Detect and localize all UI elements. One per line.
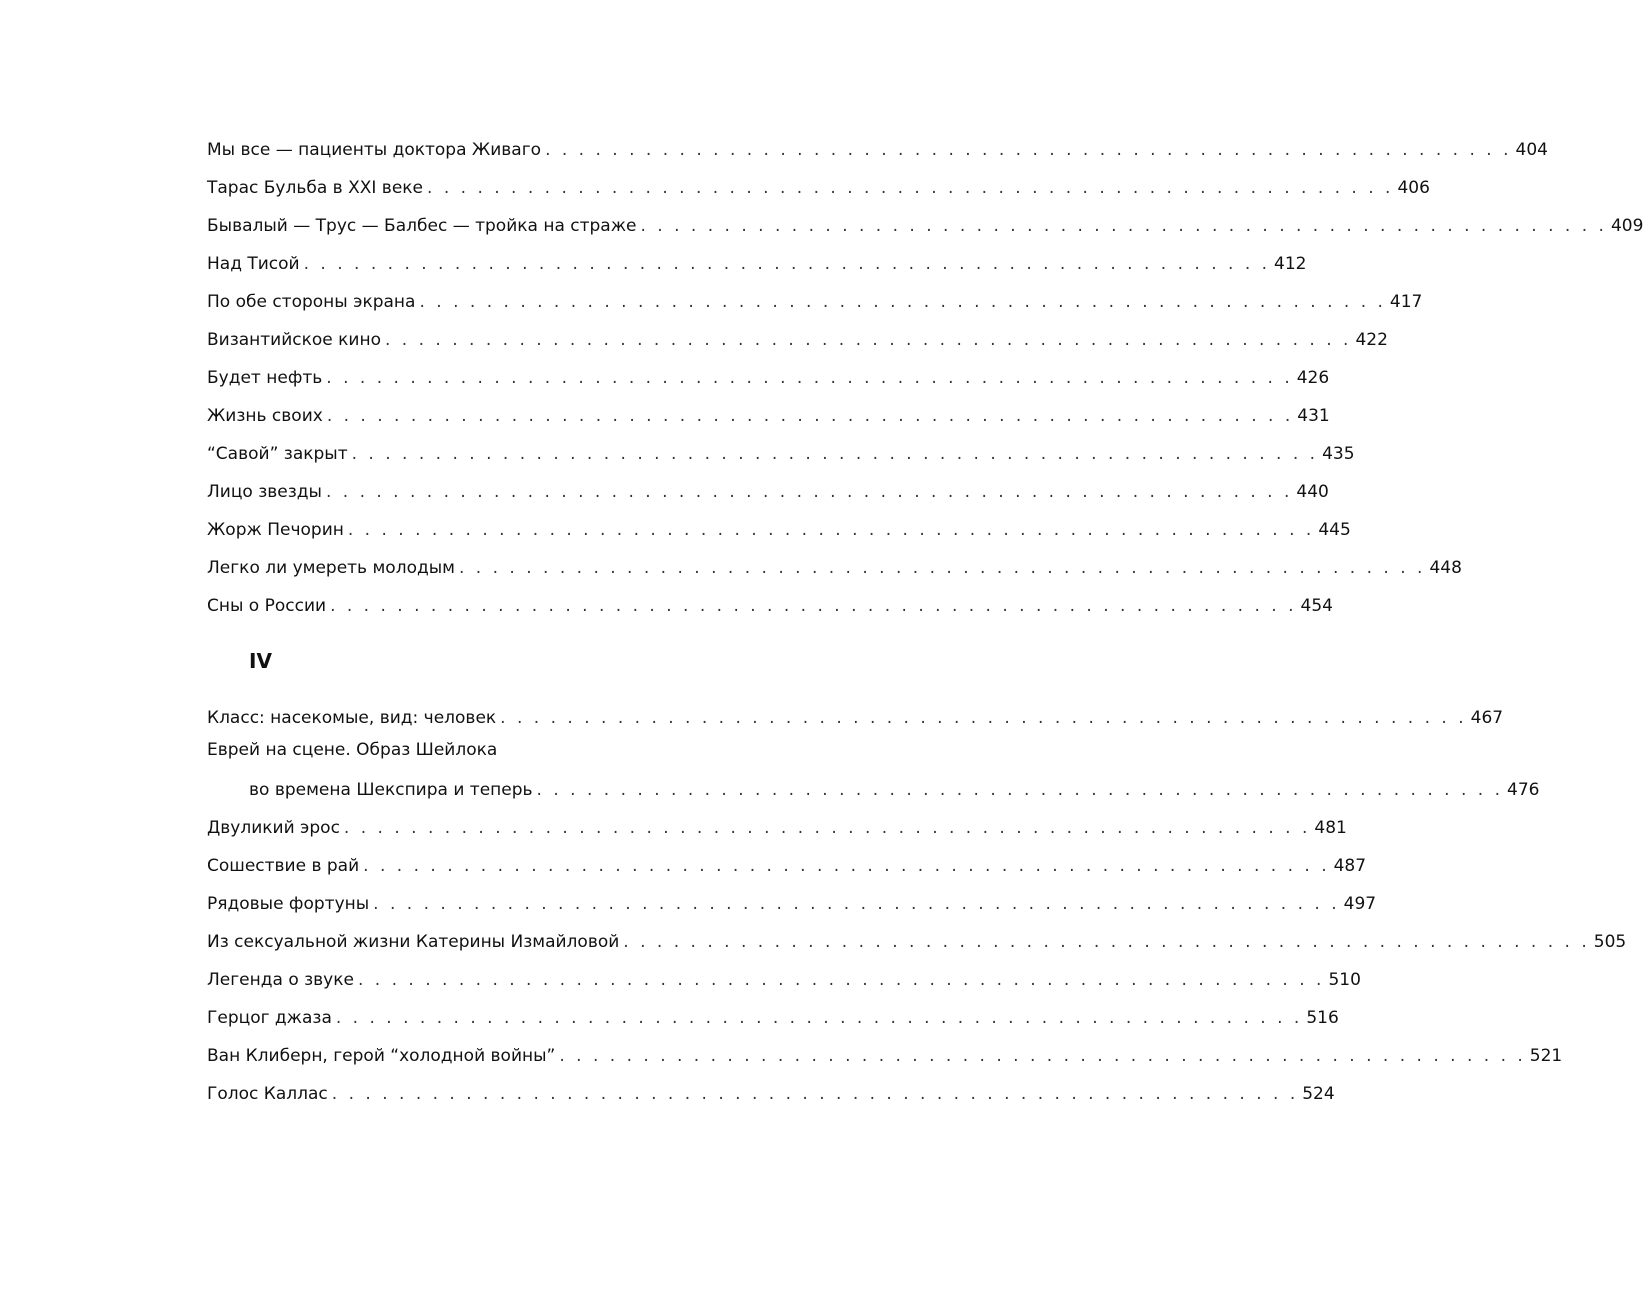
dot-leader: . . . . . . . . . . . . . . . . . . . . . . . . . . . . . . . . . . . . . . . . . . . . . . . . . . . . . . . . . . xyxy=(325,482,1293,502)
toc-entry-title: Герцог джаза xyxy=(207,1008,332,1028)
toc-entry-title: “Савой” закрыт xyxy=(207,444,348,464)
toc-entry[interactable] xyxy=(207,508,1351,546)
dot-leader: . . . . . . . . . . . . . . . . . . . . . . . . . . . . . . . . . . . . . . . . . . . . . . . . . . . . . . . . . . xyxy=(545,140,1512,160)
toc-entry[interactable] xyxy=(207,204,1643,242)
dot-leader: . . . . . . . . . . . . . . . . . . . . . . . . . . . . . . . . . . . . . . . . . . . . . . . . . . . . . . . . . . xyxy=(385,330,1352,350)
toc-entry[interactable] xyxy=(207,128,1548,166)
toc-entry-title: Легенда о звуке xyxy=(207,970,354,990)
dot-leader: . . . . . . . . . . . . . . . . . . . . . . . . . . . . . . . . . . . . . . . . . . . . . . . . . . . . . . . . . . xyxy=(373,894,1340,914)
toc-entry-title: Жизнь своих xyxy=(207,406,323,426)
toc-entry-title: Будет нефть xyxy=(207,368,323,388)
toc-entry-title: Бывалый — Трус — Балбес — тройка на страже xyxy=(207,216,637,236)
toc-entry-page: 422 xyxy=(1355,330,1388,350)
dot-leader: . . . . . . . . . . . . . . . . . . . . . . . . . . . . . . . . . . . . . . . . . . . . . . . . . . . . . . . . . . xyxy=(331,1084,1299,1104)
toc-entry-title: Голос Каллас xyxy=(207,1084,328,1104)
dot-leader: . . . . . . . . . . . . . . . . . . . . . . . . . . . . . . . . . . . . . . . . . . . . . . . . . . . . . . . . . . xyxy=(559,1046,1526,1066)
toc-entry-page: 510 xyxy=(1328,970,1361,990)
toc-entry-title: Рядовые фортуны xyxy=(207,894,370,914)
table-of-contents xyxy=(207,128,1643,1110)
toc-entry[interactable] xyxy=(207,546,1462,584)
dot-leader: . . . . . . . . . . . . . . . . . . . . . . . . . . . . . . . . . . . . . . . . . . . . . . . . . . . . . . . . . . xyxy=(640,216,1607,236)
dot-leader: . . . . . . . . . . . . . . . . . . . . . . . . . . . . . . . . . . . . . . . . . . . . . . . . . . . . . . . . . . xyxy=(623,932,1590,952)
dot-leader: . . . . . . . . . . . . . . . . . . . . . . . . . . . . . . . . . . . . . . . . . . . . . . . . . . . . . . . . . . xyxy=(351,444,1319,464)
dot-leader: . . . . . . . . . . . . . . . . . . . . . . . . . . . . . . . . . . . . . . . . . . . . . . . . . . . . . . . . . . xyxy=(357,970,1325,990)
toc-entry-title: Класс: насекомые, вид: человек xyxy=(207,708,497,728)
toc-entry-page: 435 xyxy=(1322,444,1355,464)
toc-entry[interactable] xyxy=(207,356,1330,394)
toc-entry[interactable] xyxy=(207,882,1377,920)
dot-leader: . . . . . . . . . . . . . . . . . . . . . . . . . . . . . . . . . . . . . . . . . . . . . . . . . . . . . . . . . . xyxy=(343,818,1311,838)
toc-entry-page: 409 xyxy=(1610,216,1643,236)
toc-entry-title: Двуликий эрос xyxy=(207,818,340,838)
toc-entry-title: Лицо звезды xyxy=(207,482,322,502)
section-heading: IV xyxy=(249,649,272,673)
toc-entry-page: 516 xyxy=(1306,1008,1339,1028)
toc-entry-page: 426 xyxy=(1296,368,1330,388)
toc-entry-page: 417 xyxy=(1389,292,1423,312)
dot-leader: . . . . . . . . . . . . . . . . . . . . . . . . . . . . . . . . . . . . . . . . . . . . . . . . . . . . . . . . . . xyxy=(427,178,1394,198)
toc-entry[interactable] xyxy=(207,470,1329,508)
toc-entry-page: 497 xyxy=(1343,894,1377,914)
toc-entry[interactable] xyxy=(207,1034,1563,1072)
dot-leader: . . . . . . . . . . . . . . . . . . . . . . . . . . . . . . . . . . . . . . . . . . . . . . . . . . . . . . . . . . xyxy=(458,558,1426,578)
toc-entry-title: Жорж Печорин xyxy=(207,520,344,540)
toc-entry[interactable] xyxy=(207,166,1430,204)
toc-entry-page: 404 xyxy=(1515,140,1548,160)
toc-entry-title: Сны о России xyxy=(207,596,327,616)
toc-entry-title: Легко ли умереть молодым xyxy=(207,558,455,578)
dot-leader: . . . . . . . . . . . . . . . . . . . . . . . . . . . . . . . . . . . . . . . . . . . . . . . . . . . . . . . . . . xyxy=(330,596,1297,616)
toc-entry[interactable] xyxy=(207,996,1339,1034)
toc-entry[interactable] xyxy=(207,394,1330,432)
toc-entry-title: Мы все — пациенты доктора Живаго xyxy=(207,140,542,160)
dot-leader: . . . . . . . . . . . . . . . . . . . . . . . . . . . . . . . . . . . . . . . . . . . . . . . . . . . . . . . . . . xyxy=(419,292,1386,312)
toc-entry-title: По обе стороны экрана xyxy=(207,292,416,312)
dot-leader: . . . . . . . . . . . . . . . . . . . . . . . . . . . . . . . . . . . . . . . . . . . . . . . . . . . . . . . . . . xyxy=(326,368,1293,388)
toc-entry[interactable] xyxy=(207,318,1388,356)
toc-entry-page: 487 xyxy=(1333,856,1367,876)
toc-entry-title: Из сексуальной жизни Катерины Измайловой xyxy=(207,932,620,952)
toc-entry-page: 412 xyxy=(1274,254,1307,274)
dot-leader: . . . . . . . . . . . . . . . . . . . . . . . . . . . . . . . . . . . . . . . . . . . . . . . . . . . . . . . . . . xyxy=(500,708,1467,728)
toc-entry-title: Над Тисой xyxy=(207,254,300,274)
toc-entry[interactable] xyxy=(207,280,1423,318)
toc-entry-title: Ван Клиберн, герой “холодной войны” xyxy=(207,1046,556,1066)
toc-entry[interactable] xyxy=(207,242,1307,280)
toc-entry-title: Тарас Бульба в XXI веке xyxy=(207,178,424,198)
toc-entry-page: 440 xyxy=(1296,482,1329,502)
toc-entry[interactable] xyxy=(207,734,1540,806)
toc-entry-page: 521 xyxy=(1529,1046,1563,1066)
toc-entry-page: 448 xyxy=(1429,558,1462,578)
dot-leader: . . . . . . . . . . . . . . . . . . . . . . . . . . . . . . . . . . . . . . . . . . . . . . . . . . . . . . . . . . xyxy=(335,1008,1303,1028)
toc-entry-page: 476 xyxy=(1507,780,1540,800)
toc-entry-page: 505 xyxy=(1593,932,1627,952)
dot-leader: . . . . . . . . . . . . . . . . . . . . . . . . . . . . . . . . . . . . . . . . . . . . . . . . . . . . . . . . . . xyxy=(363,856,1330,876)
toc-entry[interactable] xyxy=(207,584,1333,622)
toc-entry-title: Еврей на сцене. Образ Шейлока xyxy=(207,740,498,760)
dot-leader: . . . . . . . . . . . . . . . . . . . . . . . . . . . . . . . . . . . . . . . . . . . . . . . . . . . . . . . . . . xyxy=(347,520,1315,540)
toc-entry-page: 524 xyxy=(1302,1084,1335,1104)
toc-entry[interactable] xyxy=(207,920,1627,958)
toc-entry[interactable] xyxy=(207,806,1347,844)
toc-entry-page: 445 xyxy=(1318,520,1351,540)
dot-leader: . . . . . . . . . . . . . . . . . . . . . . . . . . . . . . . . . . . . . . . . . . . . . . . . . . . . . . . . . . xyxy=(303,254,1271,274)
toc-entry[interactable] xyxy=(207,844,1367,882)
toc-entry-page: 406 xyxy=(1397,178,1430,198)
toc-entry[interactable] xyxy=(207,1072,1335,1110)
toc-entry-title: Византийское кино xyxy=(207,330,381,350)
toc-entry-page: 431 xyxy=(1297,406,1330,426)
toc-entry[interactable] xyxy=(207,696,1504,734)
toc-entry-page: 467 xyxy=(1470,708,1504,728)
dot-leader: . . . . . . . . . . . . . . . . . . . . . . . . . . . . . . . . . . . . . . . . . . . . . . . . . . . . . . . . . . xyxy=(326,406,1294,426)
toc-entry[interactable] xyxy=(207,432,1355,470)
toc-entry-page: 454 xyxy=(1300,596,1333,616)
dot-leader: . . . . . . . . . . . . . . . . . . . . . . . . . . . . . . . . . . . . . . . . . . . . . . . . . . . . . . . . . . xyxy=(536,780,1503,800)
toc-entry[interactable] xyxy=(207,958,1361,996)
toc-entry-title: Сошествие в рай xyxy=(207,856,360,876)
toc-entry-title-continuation: во времена Шекспира и теперь xyxy=(249,780,533,800)
toc-entry-page: 481 xyxy=(1314,818,1347,838)
